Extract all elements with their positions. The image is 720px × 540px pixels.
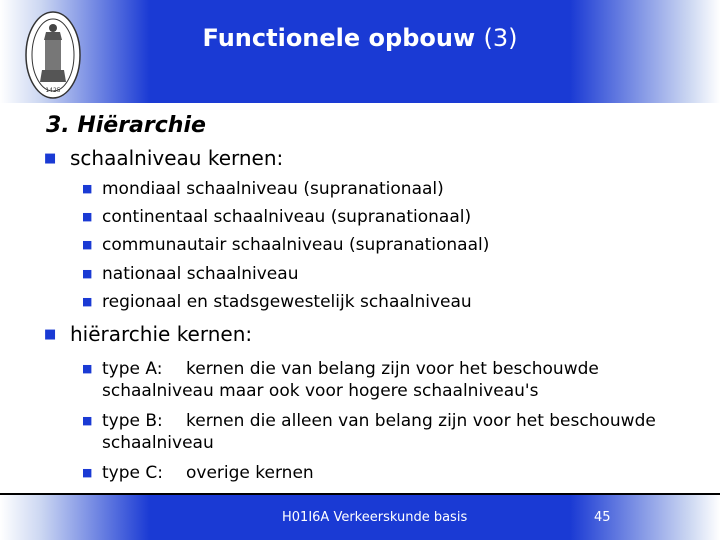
list-item (82, 234, 489, 256)
bullet-text (102, 462, 314, 484)
square-bullet-icon: ■ (82, 414, 93, 427)
square-bullet-icon: ■ (82, 182, 93, 195)
list-item (82, 206, 471, 228)
footer-course: H01I6A Verkeerskunde basis (282, 510, 468, 525)
bullet-text: communautair schaalniveau (supranationaal) (102, 235, 490, 255)
square-bullet-icon: ■ (82, 210, 93, 223)
list-item (82, 178, 444, 200)
list-item (44, 322, 252, 346)
section-heading: 3. Hiërarchie (46, 113, 206, 138)
square-bullet-icon: ■ (44, 327, 57, 342)
svg-text:1425: 1425 (45, 87, 61, 94)
bullet-text: regionaal en stadsgewestelijk schaalniveau (102, 292, 472, 312)
bullet-text: nationaal schaalniveau (102, 264, 299, 284)
square-bullet-icon: ■ (82, 466, 93, 479)
list-item (82, 358, 599, 402)
bullet-text: continentaal schaalniveau (supranationaal) (102, 207, 472, 227)
type-description: kernen die van belang zijn voor het beschouwde (186, 359, 599, 379)
square-bullet-icon: ■ (82, 238, 93, 251)
list-item (82, 462, 314, 484)
list-item (82, 410, 656, 454)
list-item (44, 146, 283, 170)
square-bullet-icon: ■ (82, 295, 93, 308)
square-bullet-icon: ■ (82, 267, 93, 280)
bullet-text (102, 410, 656, 454)
page-number: 45 (594, 510, 611, 525)
bullet-text: hiërarchie kernen: (70, 322, 253, 346)
list-item (82, 291, 472, 313)
bullet-text: mondiaal schaalniveau (supranationaal) (102, 179, 444, 199)
slide-footer (0, 495, 720, 540)
slide-header (0, 0, 720, 103)
type-label: type A: (102, 359, 163, 379)
type-label: type C: (102, 463, 163, 483)
square-bullet-icon: ■ (44, 151, 57, 166)
square-bullet-icon: ■ (82, 362, 93, 375)
type-description: overige kernen (186, 463, 314, 483)
type-description: kernen die alleen van belang zijn voor het beschouwde (186, 411, 656, 431)
title-text: Functionele opbouw (202, 24, 476, 52)
type-label: type B: (102, 411, 163, 431)
type-description-cont: schaalniveau maar ook voor hogere schaalniveau's (102, 381, 539, 401)
bullet-text (102, 358, 599, 402)
list-item (82, 263, 298, 285)
type-description-cont: schaalniveau (102, 433, 214, 453)
title-number: (3) (483, 24, 518, 52)
slide-title (0, 24, 720, 52)
bullet-text: schaalniveau kernen: (70, 146, 284, 170)
